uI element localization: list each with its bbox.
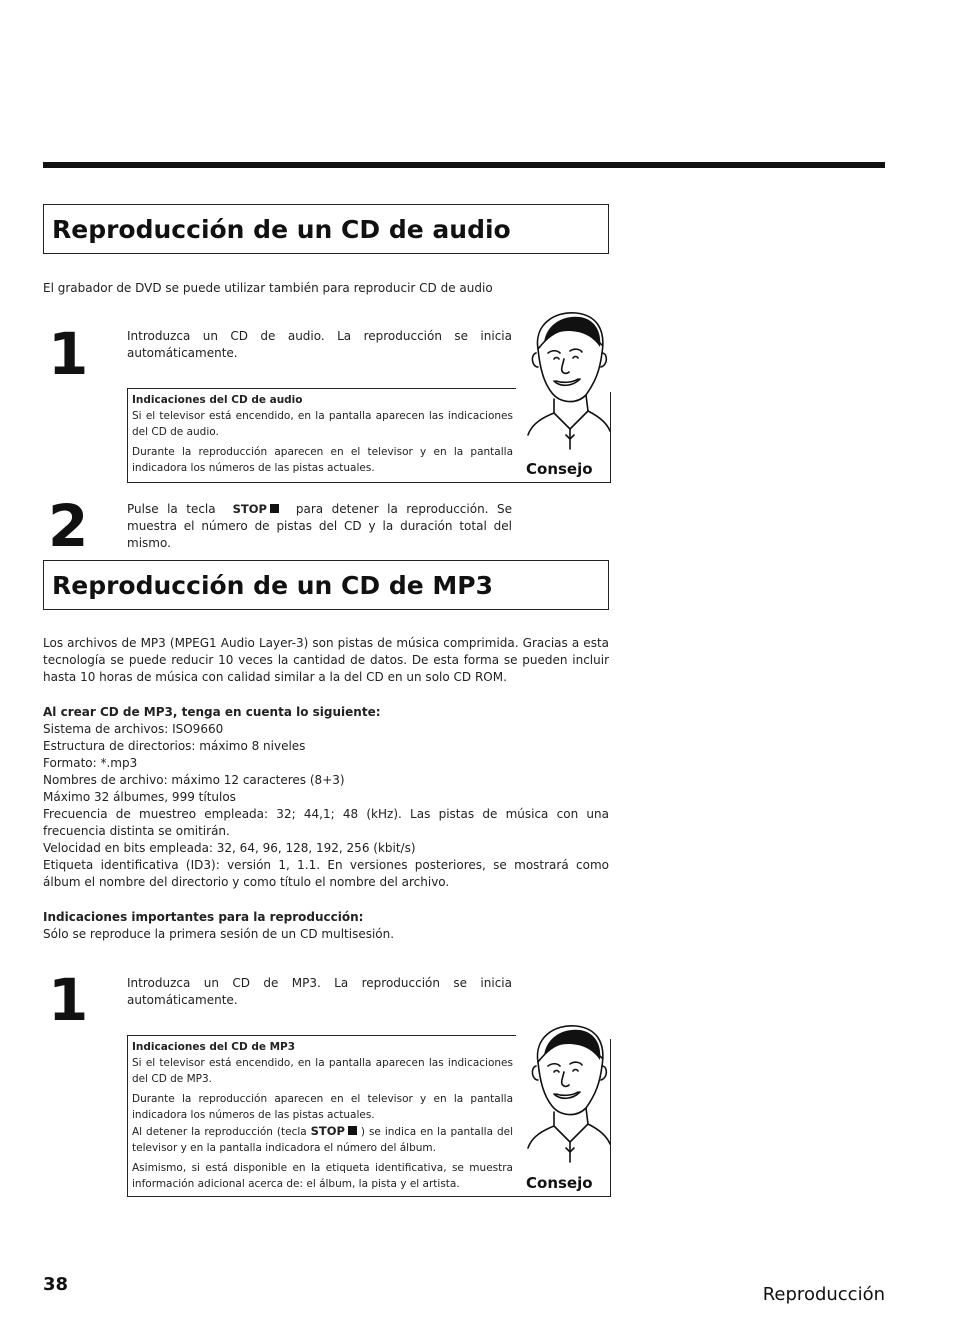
tip-title: Indicaciones del CD de MP3 [132, 1041, 296, 1053]
notes-heading: Indicaciones importantes para la reproducción: [43, 910, 364, 924]
requirement-item: Velocidad en bits empleada: 32, 64, 96, 128, 192, 256 (kbit/s) [43, 841, 416, 855]
step-number: 1 [48, 320, 89, 388]
requirement-item: Frecuencia de muestreo empleada: 32; 44,1; 48 (kHz). Las pistas de música con una frecuencia distinta se omitirán. [43, 807, 609, 838]
tip-paragraph: Durante la reproducción aparecen en el televisor y en la pantalla indicadora los números de las pistas actuales. Al detener la reproducción (tecla STOP ) se indica en la pantalla del televisor y en la pantalla indicadora el número del álbum. [132, 1093, 513, 1154]
stop-square-icon [270, 504, 279, 513]
section-intro-mp3: Los archivos de MP3 (MPEG1 Audio Layer-3) son pistas de música comprimida. Gracias a esta tecnología se puede reducir 10 veces la cantidad de datos. De esta forma se pueden incluir hasta 10 horas de música con calidad similar a la del CD en un solo CD ROM. [43, 636, 609, 684]
footer-section-name: Reproducción [762, 1284, 885, 1305]
tip-label: Consejo [526, 1174, 593, 1192]
tip-title: Indicaciones del CD de audio [132, 394, 303, 406]
section-title-audio-cd: Reproducción de un CD de audio [43, 204, 609, 254]
requirement-item: Formato: *.mp3 [43, 756, 138, 770]
page-number: 38 [43, 1274, 69, 1295]
step-number: 2 [48, 492, 89, 560]
stop-square-icon [348, 1126, 357, 1135]
requirement-item: Etiqueta identificativa (ID3): versión 1, 1.1. En versiones posteriores, se mostrará como álbum el nombre del directorio y como título el nombre del archivo. [43, 858, 609, 889]
notes-text: Sólo se reproduce la primera sesión de un CD multisesión. [43, 927, 395, 941]
step-text: Introduzca un CD de audio. La reproducción se inicia automáticamente. [127, 329, 512, 360]
requirements-heading: Al crear CD de MP3, tenga en cuenta lo siguiente: [43, 705, 381, 719]
stop-key-label: STOP [232, 502, 267, 516]
mp3-requirements [43, 704, 609, 891]
requirement-item: Máximo 32 álbumes, 999 títulos [43, 790, 236, 804]
tip-paragraph: Durante la reproducción aparecen en el televisor y en la pantalla indicadora los números de las pistas actuales. [132, 446, 513, 474]
tip-paragraph: Si el televisor está encendido, en la pantalla aparecen las indicaciones del CD de audio. [132, 410, 513, 438]
tip-paragraph: Si el televisor está encendido, en la pantalla aparecen las indicaciones del CD de MP3. [132, 1057, 513, 1085]
stop-key-label: STOP [310, 1124, 345, 1138]
requirement-item: Estructura de directorios: máximo 8 niveles [43, 739, 306, 753]
tip-mascot-icon [524, 309, 612, 459]
requirement-item: Nombres de archivo: máximo 12 caracteres (8+3) [43, 773, 345, 787]
tip-box-mp3 [127, 1035, 611, 1197]
tip-box-audio [127, 388, 611, 483]
step-text: Pulse la tecla STOP para detener la reproducción. Se muestra el número de pistas del CD y la duración total del mismo. [127, 502, 512, 550]
step-number: 1 [48, 966, 89, 1034]
playback-notes [43, 909, 609, 943]
step-text: Introduzca un CD de MP3. La reproducción se inicia automáticamente. [127, 976, 512, 1007]
tip-label: Consejo [526, 460, 593, 478]
section-intro-audio: El grabador de DVD se puede utilizar también para reproducir CD de audio [43, 281, 493, 295]
tip-paragraph: Asimismo, si está disponible en la etiqueta identificativa, se muestra información adicional acerca de: el álbum, la pista y el artista. [132, 1162, 513, 1190]
requirement-item: Sistema de archivos: ISO9660 [43, 722, 224, 736]
section-title-mp3-cd: Reproducción de un CD de MP3 [43, 560, 609, 610]
top-rule [43, 162, 885, 168]
tip-mascot-icon [524, 1022, 612, 1172]
